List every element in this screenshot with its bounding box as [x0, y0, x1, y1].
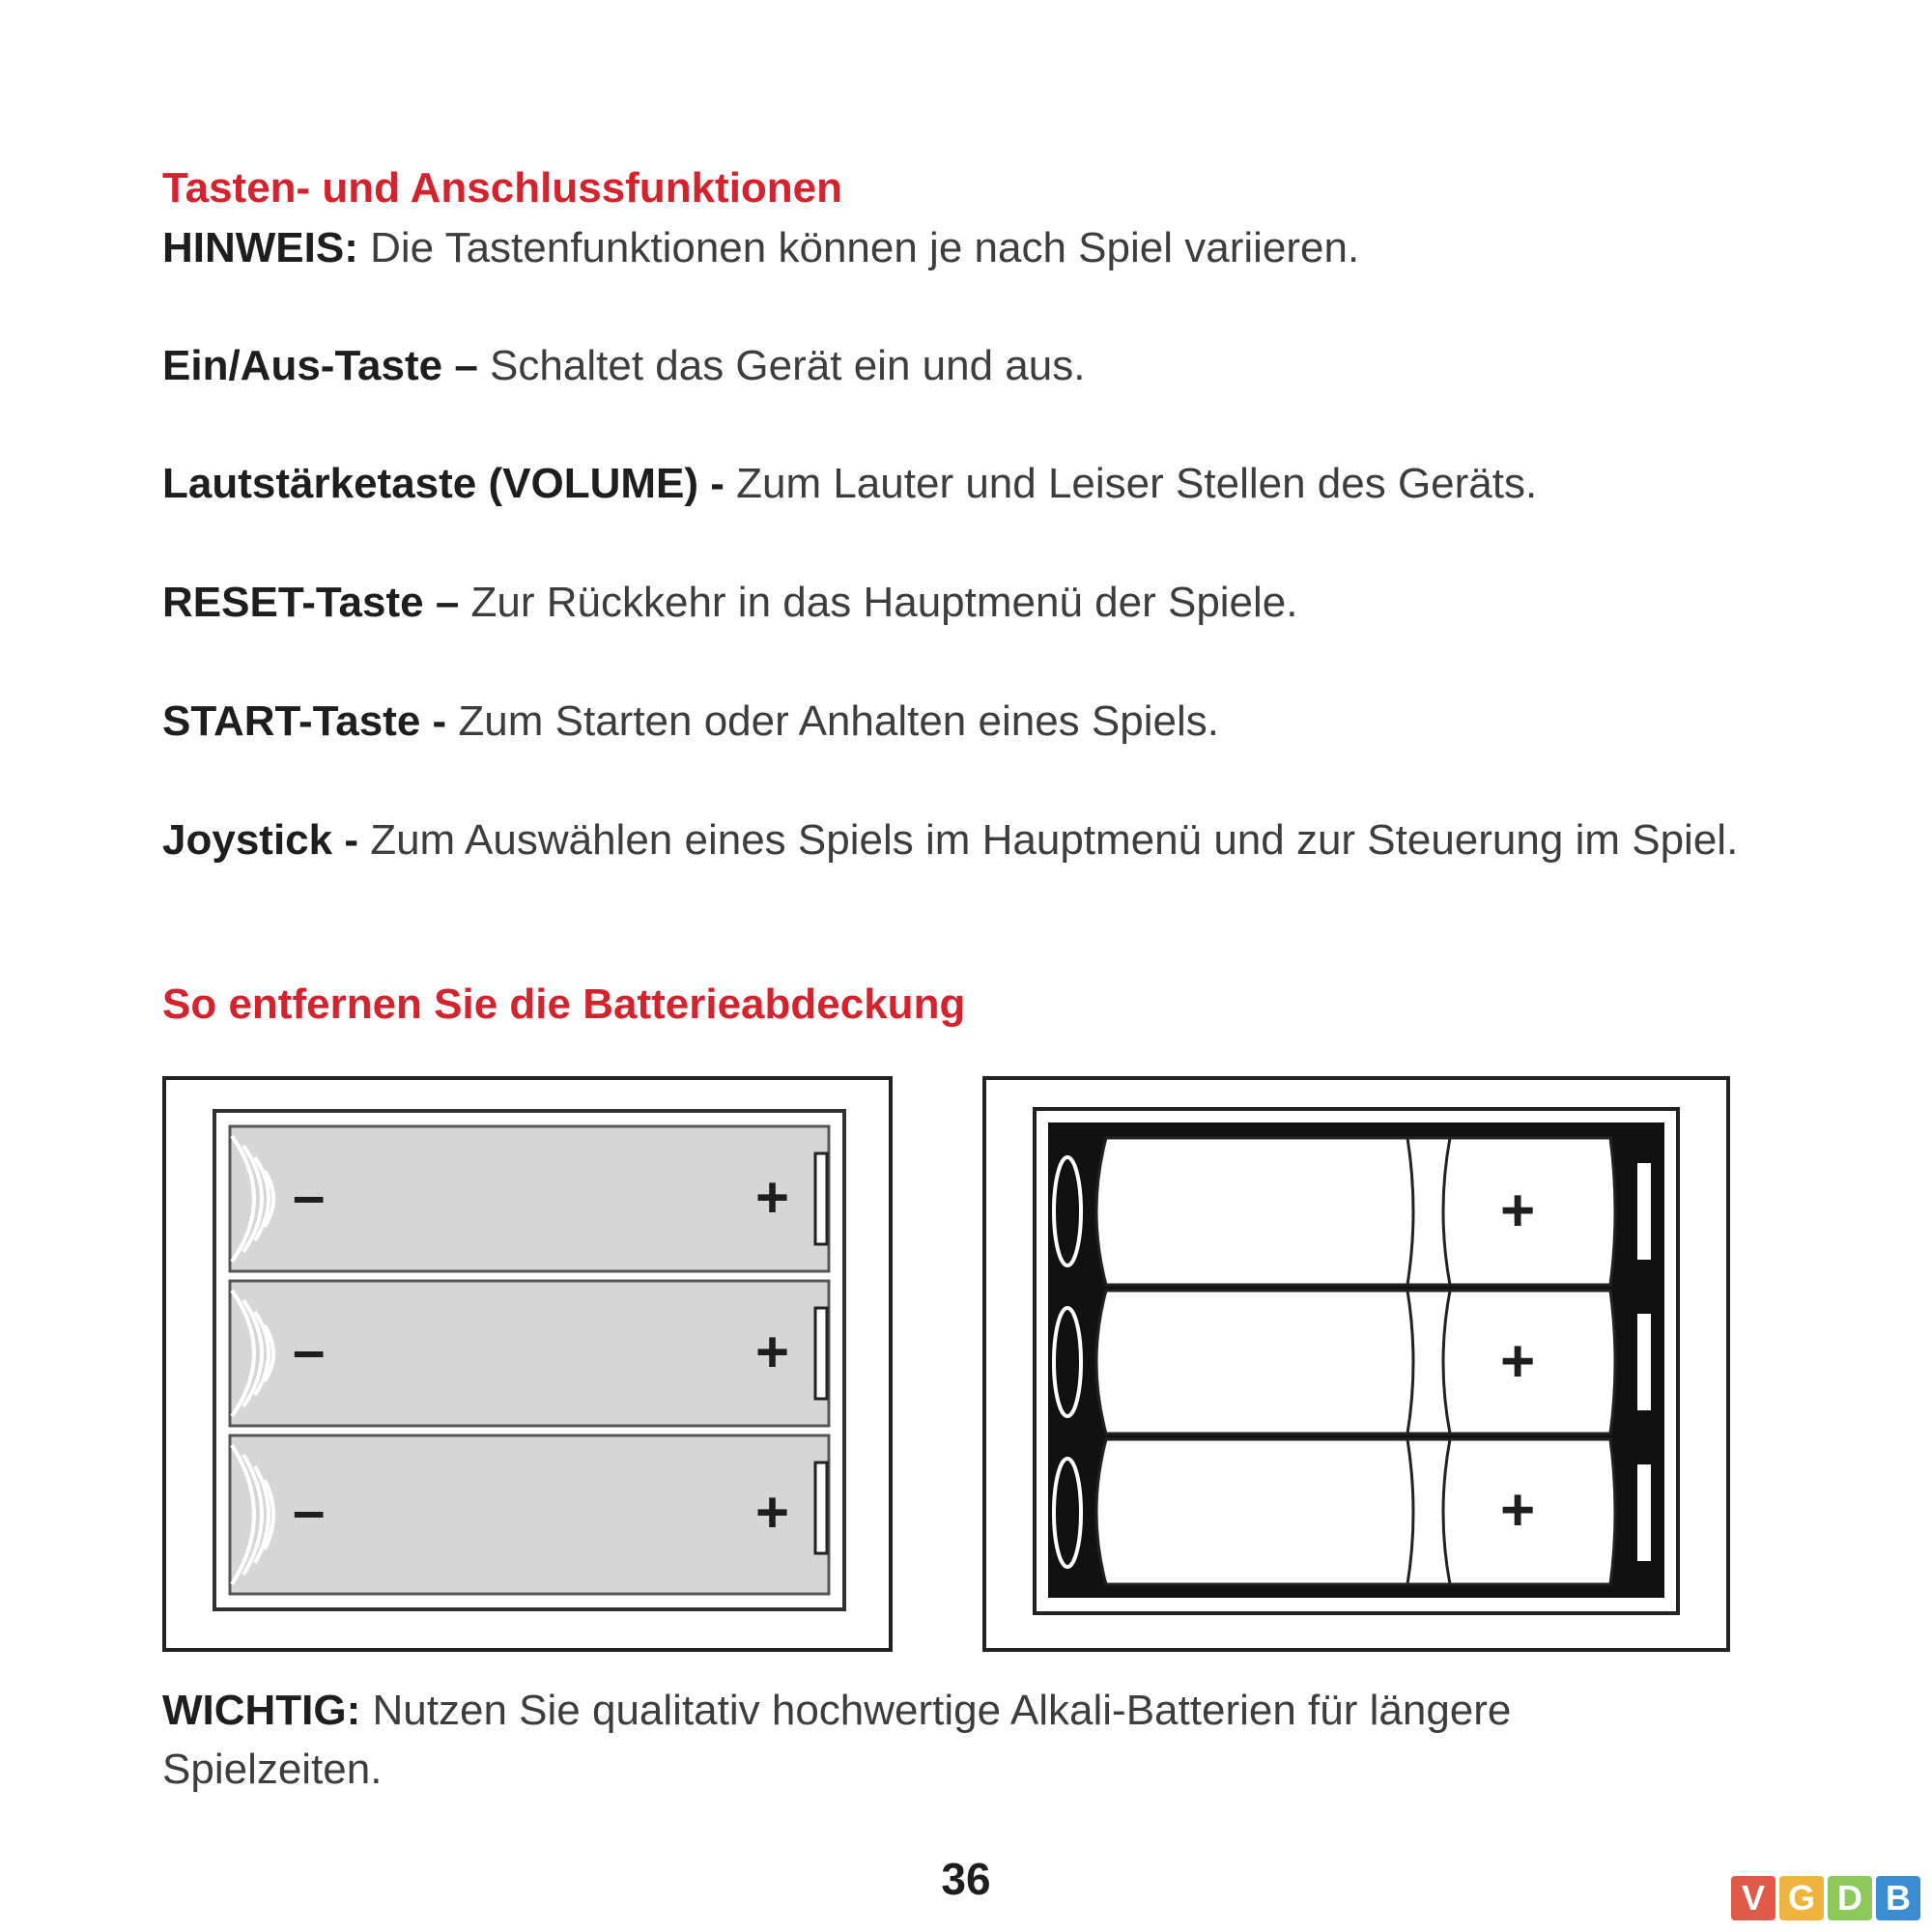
- battery: [1054, 1291, 1651, 1434]
- button-label: START-Taste -: [162, 697, 447, 745]
- plus-label: +: [755, 1165, 790, 1230]
- minus-label: –: [293, 1318, 326, 1382]
- section-title-battery-cover: So entfernen Sie die Batterieabdeckung: [162, 980, 966, 1028]
- logo-letter: V: [1731, 1876, 1776, 1920]
- section-title-button-functions: Tasten- und Anschlussfunktionen: [162, 164, 843, 212]
- button-description-reset: [162, 573, 1747, 632]
- plus-label: +: [755, 1320, 790, 1384]
- button-description-power: [162, 336, 1747, 395]
- note-label: HINWEIS:: [162, 224, 358, 271]
- important-text: Nutzen Sie qualitativ hochwertige Alkali-Batterien für längere Spielzeiten.: [162, 1687, 1512, 1793]
- minus-label: –: [293, 1163, 326, 1228]
- button-label: Ein/Aus-Taste –: [162, 342, 478, 389]
- note-text: Die Tastenfunktionen können je nach Spiel variieren.: [357, 224, 1360, 271]
- minus-label: –: [293, 1478, 326, 1543]
- logo-letter: B: [1876, 1876, 1920, 1920]
- battery-cover-figure: [162, 1076, 895, 1654]
- battery: [1054, 1138, 1651, 1285]
- button-description-start: [162, 692, 1747, 751]
- button-text: Schaltet das Gerät ein und aus.: [477, 342, 1086, 389]
- page-number: 36: [941, 1854, 991, 1904]
- note-paragraph: [162, 218, 1747, 277]
- button-description-joystick: [162, 810, 1756, 869]
- important-label: WICHTIG:: [162, 1687, 361, 1734]
- logo-letter: G: [1779, 1876, 1824, 1920]
- batteries-inserted-figure: [982, 1076, 1730, 1654]
- button-label: Joystick -: [162, 816, 358, 864]
- plus-label: +: [1500, 1328, 1536, 1395]
- button-description-volume: [162, 454, 1747, 513]
- button-text: Zum Auswählen eines Spiels im Hauptmenü und zur Steuerung im Spiel.: [357, 816, 1739, 864]
- plus-label: +: [1500, 1477, 1536, 1544]
- plus-label: +: [1500, 1178, 1536, 1244]
- vgdb-logo: [1727, 1876, 1920, 1920]
- button-text: Zum Starten oder Anhalten eines Spiels.: [446, 697, 1219, 745]
- button-text: Zum Lauter und Leiser Stellen des Geräts.: [724, 460, 1538, 507]
- logo-letter: D: [1828, 1876, 1872, 1920]
- button-text: Zur Rückkehr in das Hauptmenü der Spiele.: [459, 579, 1298, 626]
- important-paragraph: [162, 1681, 1592, 1799]
- battery: [1054, 1439, 1651, 1584]
- plus-label: +: [755, 1480, 790, 1545]
- button-label: Lautstärketaste (VOLUME) -: [162, 460, 724, 507]
- button-label: RESET-Taste –: [162, 579, 460, 626]
